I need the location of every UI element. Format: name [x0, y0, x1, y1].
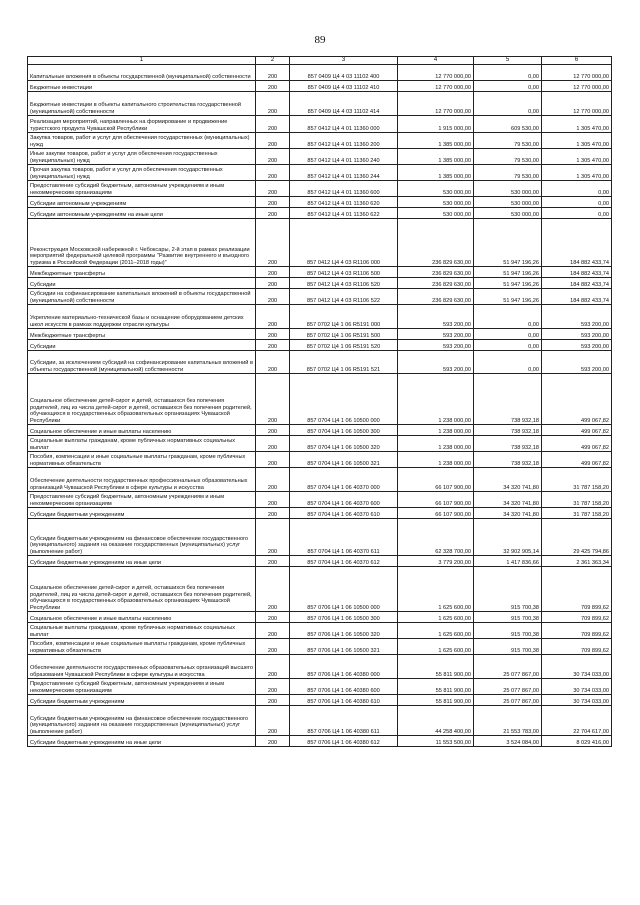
row-amount-approved: 55 811 900,00	[398, 679, 474, 695]
row-amount-remaining: 31 787 158,20	[542, 468, 612, 492]
table-row	[28, 508, 612, 519]
row-name: Капитальные вложения в объекты государственной (муниципальной) собственности	[28, 65, 256, 81]
row-amount-executed: 25 077 867,00	[474, 655, 542, 679]
row-ved-code: 200	[256, 305, 290, 329]
row-amount-remaining: 12 770 000,00	[542, 92, 612, 116]
row-amount-approved: 62 328 700,00	[398, 519, 474, 556]
row-amount-executed: 21 553 783,00	[474, 706, 542, 736]
row-ved-code: 200	[256, 181, 290, 197]
row-amount-executed: 609 530,00	[474, 116, 542, 133]
row-amount-executed: 0,00	[474, 92, 542, 116]
row-ved-code: 200	[256, 133, 290, 149]
row-classification-code: 857 0409 Ц4 4 03 11102 410	[290, 81, 398, 92]
row-amount-remaining: 593 200,00	[542, 340, 612, 351]
table-row	[28, 149, 612, 165]
row-amount-executed: 79 530,00	[474, 165, 542, 181]
table-row	[28, 181, 612, 197]
row-amount-remaining: 709 899,62	[542, 567, 612, 612]
row-amount-remaining: 30 734 033,00	[542, 679, 612, 695]
row-amount-remaining: 499 067,82	[542, 374, 612, 425]
row-name: Предоставление субсидий бюджетным, автономным учреждениям и иным некоммерческим организациям	[28, 181, 256, 197]
row-name: Субсидии бюджетным учреждениям на финансовое обеспечение государственного (муниципального) задания на оказание государственных (муниципальных) услуг (выполнение работ)	[28, 706, 256, 736]
header-row	[28, 57, 612, 65]
row-name: Пособия, компенсации и иные социальные выплаты гражданам, кроме публичных нормативных обязательств	[28, 639, 256, 655]
row-amount-executed: 530 000,00	[474, 208, 542, 219]
row-amount-executed: 738 932,18	[474, 452, 542, 468]
row-name: Реализация мероприятий, направленных на формирование и продвижение туристского продукта Чувашской Республики	[28, 116, 256, 133]
row-amount-remaining: 30 734 033,00	[542, 655, 612, 679]
row-ved-code: 200	[256, 492, 290, 508]
row-amount-executed: 51 947 196,26	[474, 278, 542, 289]
row-amount-remaining: 12 770 000,00	[542, 81, 612, 92]
row-amount-remaining: 31 787 158,20	[542, 508, 612, 519]
row-amount-approved: 1 238 000,00	[398, 436, 474, 452]
row-name: Субсидии автономным учреждениям	[28, 197, 256, 208]
row-amount-remaining: 593 200,00	[542, 351, 612, 374]
row-ved-code: 200	[256, 165, 290, 181]
row-amount-executed: 530 000,00	[474, 181, 542, 197]
row-amount-executed: 915 700,38	[474, 567, 542, 612]
row-name: Субсидии бюджетным учреждениям на иные цели	[28, 736, 256, 747]
row-amount-executed: 530 000,00	[474, 197, 542, 208]
row-amount-executed: 738 932,18	[474, 425, 542, 436]
row-ved-code: 200	[256, 706, 290, 736]
row-ved-code: 200	[256, 329, 290, 340]
table-row	[28, 468, 612, 492]
table-row	[28, 623, 612, 639]
row-name: Укрепление материально-технической базы и оснащение оборудованием детских школ искусств в рамках поддержки отрасли культуры	[28, 305, 256, 329]
row-classification-code: 857 0702 Ц4 1 06 R5191 521	[290, 351, 398, 374]
row-amount-remaining: 184 882 433,74	[542, 289, 612, 305]
row-classification-code: 857 0702 Ц4 1 06 R5191 520	[290, 340, 398, 351]
row-amount-executed: 915 700,38	[474, 639, 542, 655]
row-ved-code: 200	[256, 679, 290, 695]
row-name: Социальное обеспечение и иные выплаты населению	[28, 612, 256, 623]
row-amount-remaining: 499 067,82	[542, 452, 612, 468]
table-row	[28, 556, 612, 567]
row-amount-executed: 0,00	[474, 351, 542, 374]
row-ved-code: 200	[256, 567, 290, 612]
row-amount-approved: 530 000,00	[398, 208, 474, 219]
row-amount-approved: 3 779 200,00	[398, 556, 474, 567]
row-name: Социальное обеспечение детей-сирот и детей, оставшихся без попечения родителей, лиц из числа детей-сирот и детей, оставшихся без попечения родителей, обучающихся в государственных образовательных организациях Чувашской Республики	[28, 374, 256, 425]
table-row	[28, 695, 612, 706]
row-name: Социальное обеспечение детей-сирот и детей, оставшихся без попечения родителей, лиц из числа детей-сирот и детей, оставшихся без попечения родителей, обучающихся в государственных образовательных организациях Чувашской Республики	[28, 567, 256, 612]
row-ved-code: 200	[256, 695, 290, 706]
col-header-1: 1	[28, 57, 256, 65]
row-name: Предоставление субсидий бюджетным, автономным учреждениям и иным некоммерческим организациям	[28, 492, 256, 508]
table-row	[28, 219, 612, 267]
row-amount-executed: 1 417 836,66	[474, 556, 542, 567]
row-ved-code: 200	[256, 116, 290, 133]
table-row	[28, 351, 612, 374]
table-row	[28, 436, 612, 452]
budget-table	[27, 56, 612, 747]
row-ved-code: 200	[256, 623, 290, 639]
row-amount-approved: 66 107 900,00	[398, 468, 474, 492]
row-classification-code: 857 0706 Ц4 1 06 40380 611	[290, 706, 398, 736]
table-row	[28, 567, 612, 612]
row-amount-executed: 51 947 196,26	[474, 289, 542, 305]
row-amount-remaining: 709 899,62	[542, 623, 612, 639]
row-amount-remaining: 499 067,82	[542, 425, 612, 436]
row-name: Иные закупки товаров, работ и услуг для обеспечения государственных (муниципальных) нужд	[28, 149, 256, 165]
row-ved-code: 200	[256, 219, 290, 267]
row-ved-code: 200	[256, 655, 290, 679]
table-row	[28, 305, 612, 329]
row-classification-code: 857 0704 Ц4 1 06 10500 000	[290, 374, 398, 425]
row-amount-approved: 236 829 630,00	[398, 267, 474, 278]
row-ved-code: 200	[256, 468, 290, 492]
row-classification-code: 857 0412 Ц4 4 03 R1106 000	[290, 219, 398, 267]
row-ved-code: 200	[256, 65, 290, 81]
table-row	[28, 374, 612, 425]
col-header-5: 5	[474, 57, 542, 65]
row-amount-remaining: 0,00	[542, 208, 612, 219]
row-name: Бюджетные инвестиции	[28, 81, 256, 92]
table-row	[28, 278, 612, 289]
row-amount-executed: 0,00	[474, 329, 542, 340]
row-amount-remaining: 22 704 617,00	[542, 706, 612, 736]
row-amount-remaining: 709 899,62	[542, 639, 612, 655]
row-amount-approved: 12 770 000,00	[398, 65, 474, 81]
table-row	[28, 452, 612, 468]
col-header-4: 4	[398, 57, 474, 65]
table-row	[28, 92, 612, 116]
row-ved-code: 200	[256, 425, 290, 436]
row-amount-remaining: 2 361 363,34	[542, 556, 612, 567]
row-amount-remaining: 184 882 433,74	[542, 278, 612, 289]
row-amount-executed: 34 320 741,80	[474, 468, 542, 492]
row-classification-code: 857 0706 Ц4 1 06 10500 320	[290, 623, 398, 639]
row-amount-approved: 1 385 000,00	[398, 133, 474, 149]
row-classification-code: 857 0704 Ц4 1 06 40370 000	[290, 468, 398, 492]
row-amount-executed: 79 530,00	[474, 133, 542, 149]
row-classification-code: 857 0702 Ц4 1 06 R5191 000	[290, 305, 398, 329]
row-classification-code: 857 0704 Ц4 1 06 40370 611	[290, 519, 398, 556]
row-name: Предоставление субсидий бюджетным, автономным учреждениям и иным некоммерческим организациям	[28, 679, 256, 695]
table-row	[28, 492, 612, 508]
row-ved-code: 200	[256, 351, 290, 374]
table-row	[28, 208, 612, 219]
row-name: Социальные выплаты гражданам, кроме публичных нормативных социальных выплат	[28, 436, 256, 452]
row-amount-approved: 55 811 900,00	[398, 655, 474, 679]
row-amount-remaining: 1 305 470,00	[542, 133, 612, 149]
row-classification-code: 857 0412 Ц4 4 01 11360 244	[290, 165, 398, 181]
col-header-6: 6	[542, 57, 612, 65]
table-row	[28, 425, 612, 436]
table-row	[28, 65, 612, 81]
row-amount-remaining: 184 882 433,74	[542, 219, 612, 267]
row-classification-code: 857 0704 Ц4 1 06 40370 610	[290, 508, 398, 519]
row-amount-executed: 32 902 905,14	[474, 519, 542, 556]
table-row	[28, 736, 612, 747]
table-row	[28, 612, 612, 623]
row-amount-approved: 1 238 000,00	[398, 425, 474, 436]
row-ved-code: 200	[256, 508, 290, 519]
row-amount-remaining: 709 899,62	[542, 612, 612, 623]
row-classification-code: 857 0409 Ц4 4 03 11102 414	[290, 92, 398, 116]
row-ved-code: 200	[256, 452, 290, 468]
row-amount-approved: 1 625 600,00	[398, 623, 474, 639]
row-classification-code: 857 0706 Ц4 1 06 10500 300	[290, 612, 398, 623]
col-header-3: 3	[290, 57, 398, 65]
row-classification-code: 857 0412 Ц4 4 01 11360 620	[290, 197, 398, 208]
row-name: Субсидии автономным учреждениям на иные цели	[28, 208, 256, 219]
table-row	[28, 340, 612, 351]
row-classification-code: 857 0704 Ц4 1 06 10500 300	[290, 425, 398, 436]
row-name: Субсидии бюджетным учреждениям	[28, 695, 256, 706]
row-amount-executed: 0,00	[474, 340, 542, 351]
row-ved-code: 200	[256, 612, 290, 623]
row-amount-remaining: 29 425 794,86	[542, 519, 612, 556]
row-classification-code: 857 0409 Ц4 4 03 11102 400	[290, 65, 398, 81]
row-amount-executed: 738 932,18	[474, 374, 542, 425]
table-row	[28, 133, 612, 149]
row-amount-executed: 0,00	[474, 65, 542, 81]
row-amount-executed: 0,00	[474, 81, 542, 92]
row-amount-remaining: 184 882 433,74	[542, 267, 612, 278]
row-ved-code: 200	[256, 208, 290, 219]
table-row	[28, 329, 612, 340]
table-row	[28, 639, 612, 655]
row-amount-executed: 51 947 196,26	[474, 219, 542, 267]
row-amount-executed: 915 700,38	[474, 612, 542, 623]
row-name: Пособия, компенсации и иные социальные выплаты гражданам, кроме публичных нормативных обязательств	[28, 452, 256, 468]
row-amount-executed: 34 320 741,80	[474, 508, 542, 519]
row-name: Межбюджетные трансферты	[28, 329, 256, 340]
row-classification-code: 857 0412 Ц4 4 03 R1106 522	[290, 289, 398, 305]
table-row	[28, 81, 612, 92]
row-name: Социальное обеспечение и иные выплаты населению	[28, 425, 256, 436]
table-row	[28, 706, 612, 736]
row-amount-remaining: 1 305 470,00	[542, 149, 612, 165]
row-amount-remaining: 30 734 033,00	[542, 695, 612, 706]
row-classification-code: 857 0706 Ц4 1 06 10500 321	[290, 639, 398, 655]
row-ved-code: 200	[256, 92, 290, 116]
row-classification-code: 857 0412 Ц4 4 01 11360 000	[290, 116, 398, 133]
row-amount-executed: 738 932,18	[474, 436, 542, 452]
row-amount-approved: 593 200,00	[398, 329, 474, 340]
row-classification-code: 857 0706 Ц4 1 06 40380 600	[290, 679, 398, 695]
row-amount-approved: 66 107 900,00	[398, 508, 474, 519]
row-amount-approved: 11 553 500,00	[398, 736, 474, 747]
row-classification-code: 857 0706 Ц4 1 06 10500 000	[290, 567, 398, 612]
table-row	[28, 519, 612, 556]
row-amount-approved: 1 238 000,00	[398, 374, 474, 425]
row-amount-remaining: 593 200,00	[542, 305, 612, 329]
row-classification-code: 857 0706 Ц4 1 06 40380 612	[290, 736, 398, 747]
table-row	[28, 197, 612, 208]
row-name: Субсидии бюджетным учреждениям на финансовое обеспечение государственного (муниципального) задания на оказание государственных (муниципальных) услуг (выполнение работ)	[28, 519, 256, 556]
row-name: Субсидии	[28, 278, 256, 289]
row-amount-approved: 1 915 000,00	[398, 116, 474, 133]
row-amount-approved: 236 829 630,00	[398, 219, 474, 267]
row-name: Субсидии бюджетным учреждениям на иные цели	[28, 556, 256, 567]
row-amount-executed: 79 530,00	[474, 149, 542, 165]
row-amount-executed: 0,00	[474, 305, 542, 329]
row-classification-code: 857 0412 Ц4 4 01 11360 200	[290, 133, 398, 149]
row-amount-remaining: 8 029 416,00	[542, 736, 612, 747]
row-amount-executed: 915 700,38	[474, 623, 542, 639]
row-amount-approved: 66 107 900,00	[398, 492, 474, 508]
table-row	[28, 655, 612, 679]
row-name: Социальные выплаты гражданам, кроме публичных нормативных социальных выплат	[28, 623, 256, 639]
row-amount-approved: 593 200,00	[398, 340, 474, 351]
row-amount-approved: 12 770 000,00	[398, 92, 474, 116]
row-amount-approved: 55 811 900,00	[398, 695, 474, 706]
row-amount-approved: 44 258 400,00	[398, 706, 474, 736]
row-classification-code: 857 0412 Ц4 4 03 R1106 500	[290, 267, 398, 278]
row-ved-code: 200	[256, 149, 290, 165]
row-amount-executed: 3 524 084,00	[474, 736, 542, 747]
row-name: Межбюджетные трансферты	[28, 267, 256, 278]
row-classification-code: 857 0704 Ц4 1 06 10500 320	[290, 436, 398, 452]
row-amount-approved: 1 385 000,00	[398, 165, 474, 181]
row-amount-approved: 236 829 630,00	[398, 289, 474, 305]
row-classification-code: 857 0412 Ц4 4 01 11360 622	[290, 208, 398, 219]
row-ved-code: 200	[256, 197, 290, 208]
row-amount-remaining: 1 305 470,00	[542, 116, 612, 133]
row-ved-code: 200	[256, 81, 290, 92]
row-classification-code: 857 0704 Ц4 1 06 10500 321	[290, 452, 398, 468]
row-amount-remaining: 593 200,00	[542, 329, 612, 340]
row-classification-code: 857 0704 Ц4 1 06 40370 612	[290, 556, 398, 567]
row-amount-approved: 1 625 600,00	[398, 567, 474, 612]
row-classification-code: 857 0412 Ц4 4 03 R1106 520	[290, 278, 398, 289]
table-row	[28, 289, 612, 305]
table-row	[28, 679, 612, 695]
row-amount-approved: 1 385 000,00	[398, 149, 474, 165]
row-amount-approved: 1 625 600,00	[398, 639, 474, 655]
row-amount-executed: 34 320 741,80	[474, 492, 542, 508]
row-amount-approved: 593 200,00	[398, 305, 474, 329]
row-name: Обеспечение деятельности государственных профессиональных образовательных организаций Чувашской Республики в сфере культуры и искусства	[28, 468, 256, 492]
row-ved-code: 200	[256, 556, 290, 567]
row-amount-executed: 51 947 196,26	[474, 267, 542, 278]
row-amount-approved: 236 829 630,00	[398, 278, 474, 289]
row-amount-remaining: 0,00	[542, 197, 612, 208]
row-name: Прочая закупка товаров, работ и услуг для обеспечения государственных (муниципальных) нужд	[28, 165, 256, 181]
row-amount-approved: 593 200,00	[398, 351, 474, 374]
row-amount-approved: 1 238 000,00	[398, 452, 474, 468]
row-amount-remaining: 0,00	[542, 181, 612, 197]
row-amount-remaining: 31 787 158,20	[542, 492, 612, 508]
row-ved-code: 200	[256, 736, 290, 747]
table-row	[28, 165, 612, 181]
row-name: Обеспечение деятельности государственных образовательных организаций высшего образования Чувашской Республики в сфере культуры и искусства	[28, 655, 256, 679]
row-name: Реконструкция Московской набережной г. Чебоксары, 2-й этап в рамках реализации мероприятий федеральной целевой программы "Развитие внутреннего и въездного туризма в Российской Федерации (2011–2018 годы)"	[28, 219, 256, 267]
row-amount-remaining: 1 305 470,00	[542, 165, 612, 181]
row-amount-approved: 1 625 600,00	[398, 612, 474, 623]
row-amount-executed: 25 077 867,00	[474, 679, 542, 695]
col-header-2: 2	[256, 57, 290, 65]
row-ved-code: 200	[256, 519, 290, 556]
row-name: Субсидии	[28, 340, 256, 351]
row-ved-code: 200	[256, 374, 290, 425]
row-classification-code: 857 0412 Ц4 4 01 11360 240	[290, 149, 398, 165]
table-row	[28, 116, 612, 133]
row-amount-approved: 530 000,00	[398, 181, 474, 197]
row-ved-code: 200	[256, 289, 290, 305]
row-name: Субсидии, за исключением субсидий на софинансирование капитальных вложений в объекты государственной (муниципальной) собственности	[28, 351, 256, 374]
row-amount-approved: 12 770 000,00	[398, 81, 474, 92]
row-name: Субсидии бюджетным учреждениям	[28, 508, 256, 519]
row-name: Бюджетные инвестиции в объекты капитального строительства государственной (муниципальной) собственности	[28, 92, 256, 116]
row-amount-approved: 530 000,00	[398, 197, 474, 208]
row-amount-remaining: 499 067,82	[542, 436, 612, 452]
row-classification-code: 857 0702 Ц4 1 06 R5191 500	[290, 329, 398, 340]
row-classification-code: 857 0412 Ц4 4 01 11360 600	[290, 181, 398, 197]
row-name: Субсидии на софинансирование капитальных вложений в объекты государственной (муниципальной) собственности	[28, 289, 256, 305]
row-name: Закупка товаров, работ и услуг для обеспечения государственных (муниципальных) нужд	[28, 133, 256, 149]
row-ved-code: 200	[256, 639, 290, 655]
row-ved-code: 200	[256, 278, 290, 289]
row-ved-code: 200	[256, 340, 290, 351]
row-classification-code: 857 0706 Ц4 1 06 40380 610	[290, 695, 398, 706]
page-number: 89	[314, 34, 326, 46]
row-classification-code: 857 0706 Ц4 1 06 40380 000	[290, 655, 398, 679]
row-amount-remaining: 12 770 000,00	[542, 65, 612, 81]
row-ved-code: 200	[256, 267, 290, 278]
row-classification-code: 857 0704 Ц4 1 06 40370 600	[290, 492, 398, 508]
row-ved-code: 200	[256, 436, 290, 452]
row-amount-executed: 25 077 867,00	[474, 695, 542, 706]
table-row	[28, 267, 612, 278]
